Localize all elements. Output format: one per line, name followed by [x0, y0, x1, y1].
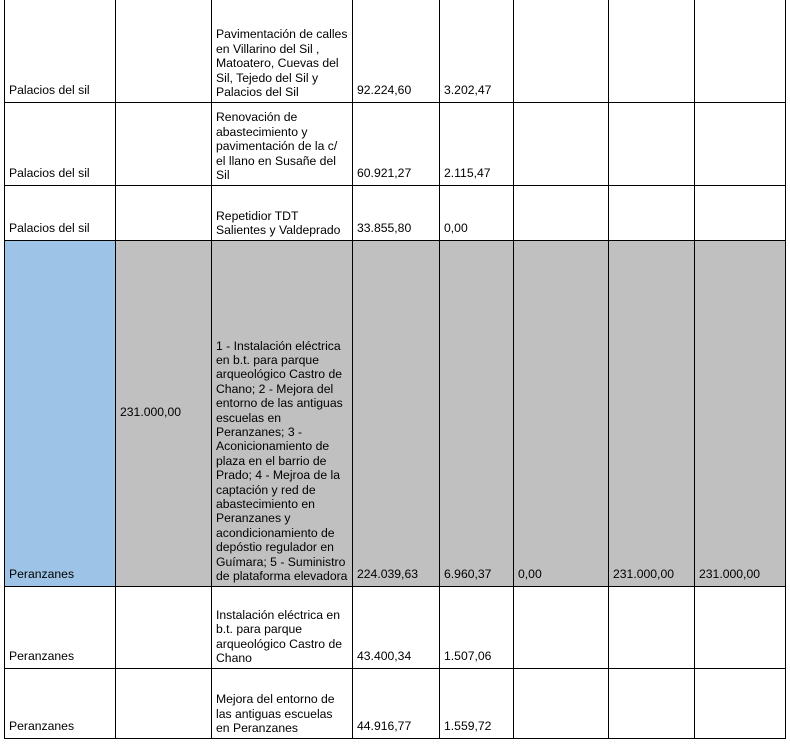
- description-cell: 1 - Instalación eléctrica en b.t. para parque arqueológico Castro de Chano; 2 - Mejora del entorno de las antiguas escuelas en Peranzanes; 3 - Aconicionamiento de plaza en el barrio de Prado; 4 - Mejroa de la captación y red de abastecimiento en Peranzanes y acondicionamiento de depóstio regulador en Guímara; 5 - Suministro de plataforma elevadora: [212, 240, 353, 586]
- value-cell: 0,00: [440, 185, 514, 240]
- value-cell: [695, 586, 786, 668]
- value-cell: 60.921,27: [353, 102, 440, 185]
- value-cell: [609, 668, 695, 738]
- value-cell: [609, 586, 695, 668]
- amount-cell: [116, 668, 212, 738]
- description-cell: Pavimentación de calles en Villarino del Sil , Matoatero, Cuevas del Sil, Tejedo del Sil y Palacios del Sil: [212, 0, 353, 102]
- amount-cell: [116, 185, 212, 240]
- value-cell: 33.855,80: [353, 185, 440, 240]
- value-cell: 2.115,47: [440, 102, 514, 185]
- municipality-cell: Palacios del sil: [5, 0, 116, 102]
- amount-cell: [116, 102, 212, 185]
- municipality-cell: Peranzanes: [5, 586, 116, 668]
- description-cell: Mejora del entorno de las antiguas escuelas en Peranzanes: [212, 668, 353, 738]
- description-cell: Instalación eléctrica en b.t. para parque arqueológico Castro de Chano: [212, 586, 353, 668]
- table-row: [5, 102, 786, 185]
- value-cell: [609, 185, 695, 240]
- value-cell: [695, 668, 786, 738]
- table-row: [5, 0, 786, 102]
- value-cell: 0,00: [514, 240, 609, 586]
- value-cell: 1.507,06: [440, 586, 514, 668]
- value-cell: [695, 102, 786, 185]
- value-cell: [609, 102, 695, 185]
- description-cell: Renovación de abastecimiento y pavimentación de la c/ el llano en Susañe del Sil: [212, 102, 353, 185]
- value-cell: [514, 102, 609, 185]
- value-cell: 92.224,60: [353, 0, 440, 102]
- description-cell: Repetidior TDT Salientes y Valdeprado: [212, 185, 353, 240]
- value-cell: [514, 0, 609, 102]
- value-cell: [514, 185, 609, 240]
- table-row: [5, 586, 786, 668]
- value-cell: [514, 586, 609, 668]
- value-cell: [695, 185, 786, 240]
- investment-table: [4, 0, 786, 739]
- table-row-highlighted: [5, 240, 786, 586]
- value-cell: 231.000,00: [695, 240, 786, 586]
- value-cell: 44.916,77: [353, 668, 440, 738]
- municipality-cell: Peranzanes: [5, 240, 116, 586]
- amount-cell: 231.000,00: [116, 240, 212, 586]
- table-row: [5, 668, 786, 738]
- municipality-cell: Peranzanes: [5, 668, 116, 738]
- amount-cell: [116, 0, 212, 102]
- value-cell: 224.039,63: [353, 240, 440, 586]
- municipality-cell: Palacios del sil: [5, 185, 116, 240]
- table-row: [5, 185, 786, 240]
- value-cell: 3.202,47: [440, 0, 514, 102]
- value-cell: 231.000,00: [609, 240, 695, 586]
- municipality-cell: Palacios del sil: [5, 102, 116, 185]
- value-cell: 43.400,34: [353, 586, 440, 668]
- value-cell: [609, 0, 695, 102]
- value-cell: 6.960,37: [440, 240, 514, 586]
- amount-cell: [116, 586, 212, 668]
- value-cell: [695, 0, 786, 102]
- value-cell: 1.559,72: [440, 668, 514, 738]
- value-cell: [514, 668, 609, 738]
